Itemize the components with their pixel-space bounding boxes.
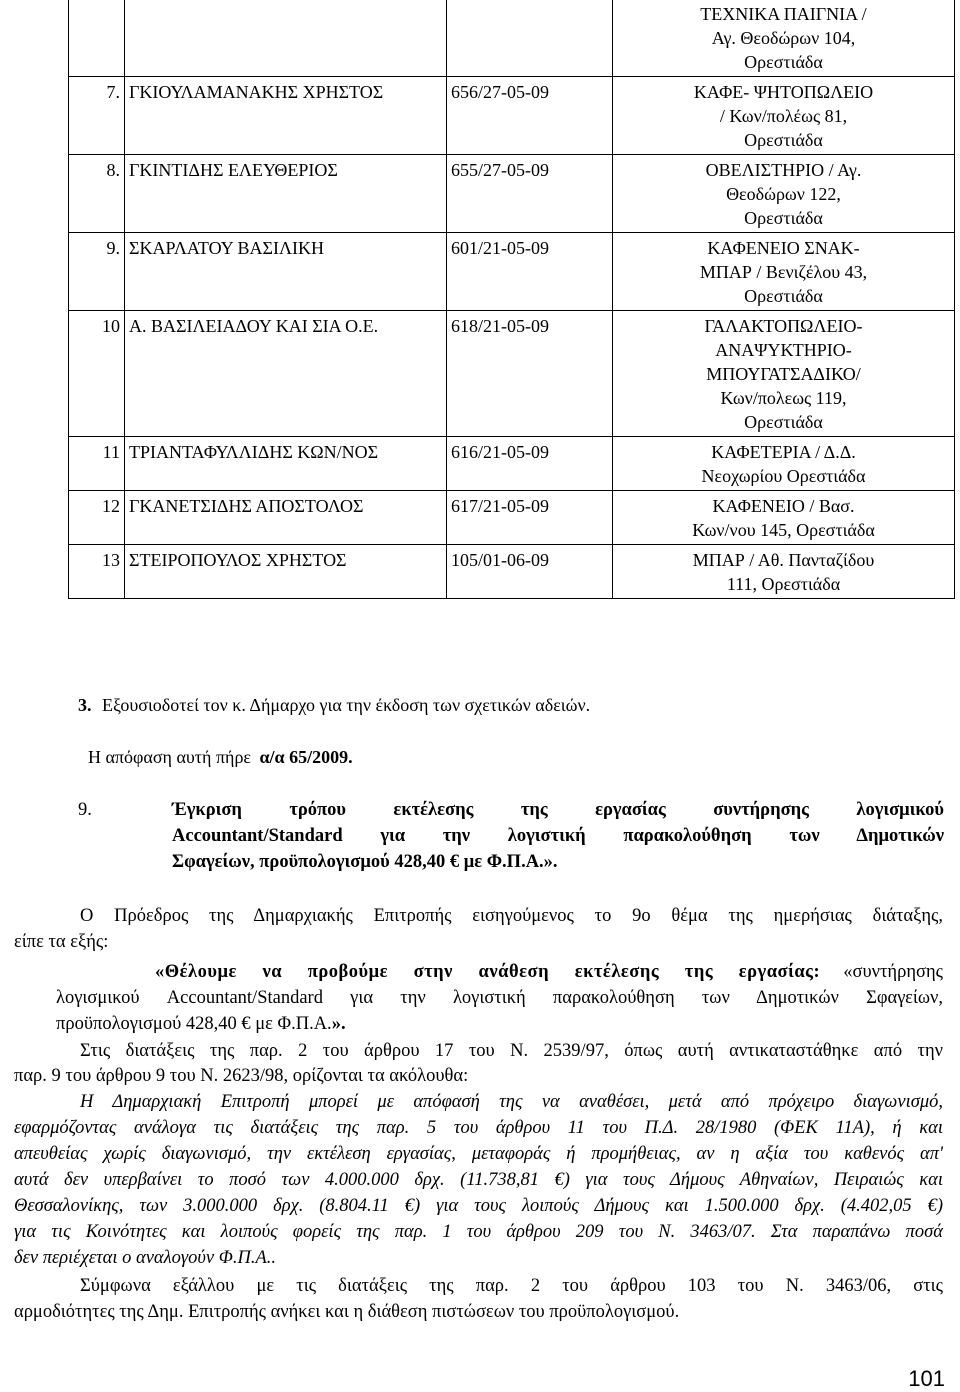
law-quote-line: Θεσσαλονίκης, των 3.000.000 δρχ. (8.804.11 €) για τους λοιπούς Δήμους και 1.500.000 δρχ. (4.402,05 €)	[14, 1196, 943, 1216]
law-quote-line: για τις Κοινότητες και λοιπούς φορείς της παρ. 1 του άρθρου 209 του Ν. 3463/07. Στα παραπάνω ποσά	[14, 1222, 943, 1242]
permit-reference: 105/01-06-09	[447, 545, 613, 599]
address-line: Ορεστιάδα	[744, 412, 823, 432]
law-quote-line: απευθείας χωρίς διαγωνισμό, την εκτέλεση εργασίας, μεταφοράς ή προμήθειας, αν η αξία του καθενός απ'	[14, 1144, 943, 1164]
table-row	[69, 155, 955, 233]
permit-reference: 616/21-05-09	[447, 437, 613, 491]
intro-line-2: είπε τα εξής:	[14, 932, 109, 952]
table-row	[69, 437, 955, 491]
row-number: 10	[69, 311, 125, 437]
permit-reference: 618/21-05-09	[447, 311, 613, 437]
permits-table	[68, 0, 955, 599]
address-line: ΤΕΧΝΙΚΑ ΠΑΙΓΝΙΑ /	[700, 4, 867, 24]
section-9-number: 9.	[78, 800, 92, 820]
law-ref-line-2: παρ. 9 του άρθρου 9 του Ν. 2623/98, ορίζονται τα ακόλουθα:	[14, 1066, 469, 1086]
address-line: Κων/πολεως 119,	[720, 388, 847, 408]
quote-line-2: λογισμικού Accountant/Standard για την λογιστική παρακολούθηση των Δημοτικών Σφαγείων,	[56, 988, 943, 1008]
law-quote-line: δεν περιέχεται ο αναλογούν Φ.Π.Α..	[14, 1248, 276, 1268]
law-quote-line: αυτά δεν υπερβαίνει το ποσό των 4.000.000 δρχ. (11.738,81 €) για τους Δήμους Αθηναίων, Πειραιώς και	[14, 1170, 943, 1190]
row-number: 7.	[69, 77, 125, 155]
business-address	[613, 155, 955, 233]
quote-line-1	[155, 959, 943, 985]
address-line: / Κων/πολέως 81,	[719, 106, 848, 126]
address-line: ΚΑΦΕΤΕΡΙΑ / Δ.Δ.	[711, 442, 856, 462]
quote-bold-lead: «Θέλουμε να προβούμε στην ανάθεση εκτέλεσης της εργασίας:	[155, 962, 821, 982]
quote-end: ».	[331, 1014, 346, 1034]
quote-lead-rest: «συντήρησης	[820, 962, 943, 982]
address-line: Ορεστιάδα	[744, 130, 823, 150]
quote-amount: προϋπολογισμού 428,40 € με Φ.Π.Α.	[56, 1014, 332, 1034]
section-9-line-3: Σφαγείων, προϋπολογισμού 428,40 € με Φ.Π.Α.».	[172, 852, 558, 872]
quote-line-3	[56, 1011, 346, 1037]
address-line: ΚΑΦΕΝΕΙΟ ΣΝΑΚ-	[707, 238, 860, 258]
address-line: Κων/νου 145, Ορεστιάδα	[692, 520, 875, 540]
address-line: Ορεστιάδα	[744, 208, 823, 228]
owner-name: ΣΚΑΡΛΑΤΟΥ ΒΑΣΙΛΙΚΗ	[125, 233, 447, 311]
permit-reference: 601/21-05-09	[447, 233, 613, 311]
law-quote-line: εφαρμόζοντας ανάλογα τις διατάξεις της παρ. 5 του άρθρου 11 του Π.Δ. 28/1980 (ΦΕΚ 11Α), ή και	[14, 1118, 943, 1138]
item-3-text: Εξουσιοδοτεί τον κ. Δήμαρχο για την έκδοση των σχετικών αδειών.	[102, 695, 591, 715]
address-line: Ορεστιάδα	[744, 52, 823, 72]
address-line: ΟΒΕΛΙΣΤΗΡΙΟ / Αγ.	[705, 160, 862, 180]
business-address	[613, 545, 955, 599]
permit-reference: 617/21-05-09	[447, 491, 613, 545]
address-line: ΚΑΦΕ- ΨΗΤΟΠΩΛΕΙΟ	[693, 82, 874, 102]
owner-name: ΤΡΙΑΝΤΑΦΥΛΛΙΔΗΣ ΚΩΝ/ΝΟΣ	[125, 437, 447, 491]
permit-reference: 656/27-05-09	[447, 77, 613, 155]
business-address	[613, 437, 955, 491]
section-9-line-1: Έγκριση τρόπου εκτέλεσης της εργασίας συντήρησης λογισμικού	[172, 800, 944, 820]
address-line: Νεοχωρίου Ορεστιάδα	[701, 466, 866, 486]
address-line: ΑΝΑΨΥΚΤΗΡΙΟ-	[715, 340, 852, 360]
decision-prefix: Η απόφαση αυτή πήρε	[88, 747, 251, 767]
address-line: ΜΠΑΡ / Βενιζέλου 43,	[699, 262, 868, 282]
business-address	[613, 77, 955, 155]
business-address	[613, 311, 955, 437]
owner-name: ΓΚΑΝΕΤΣΙΔΗΣ ΑΠΟΣΤΟΛΟΣ	[125, 491, 447, 545]
address-line: Αγ. Θεοδώρων 104,	[711, 28, 856, 48]
address-line: ΓΑΛΑΚΤΟΠΩΛΕΙΟ-	[704, 316, 863, 336]
section-9-heading	[78, 797, 944, 875]
address-line: ΚΑΦΕΝΕΙΟ / Βασ.	[712, 496, 855, 516]
table-row	[69, 77, 955, 155]
item-3-number: 3.	[78, 695, 92, 715]
business-address	[613, 491, 955, 545]
row-number: 13	[69, 545, 125, 599]
table-row	[69, 545, 955, 599]
address-line: ΜΠΟΥΓΑΤΣΑΔΙΚΟ/	[706, 364, 861, 384]
table-row	[69, 0, 955, 77]
table-row	[69, 491, 955, 545]
table-row	[69, 311, 955, 437]
owner-name: ΓΚΙΝΤΙΔΗΣ ΕΛΕΥΘΕΡΙΟΣ	[125, 155, 447, 233]
section-9-line-2: Accountant/Standard για την λογιστική παρακολούθηση των Δημοτικών	[172, 826, 944, 846]
permit-reference	[447, 0, 613, 77]
owner-name: ΓΚΙΟΥΛΑΜΑΝΑΚΗΣ ΧΡΗΣΤΟΣ	[125, 77, 447, 155]
table-row	[69, 233, 955, 311]
decision-line	[88, 747, 353, 768]
business-address	[613, 0, 955, 77]
owner-name: ΣΤΕΙΡΟΠΟΥΛΟΣ ΧΡΗΣΤΟΣ	[125, 545, 447, 599]
row-number: 8.	[69, 155, 125, 233]
item-3	[78, 695, 590, 716]
decision-number: α/α 65/2009.	[259, 747, 353, 767]
closing-line-1: Σύμφωνα εξάλλου με τις διατάξεις της παρ. 2 του άρθρου 103 του Ν. 3463/06, στις	[80, 1276, 943, 1296]
intro-line-1: Ο Πρόεδρος της Δημαρχιακής Επιτροπής εισηγούμενος το 9ο θέμα της ημερήσιας διάταξης,	[80, 906, 943, 926]
closing-line-2: αρμοδιότητες της Δημ. Επιτροπής ανήκει και η διάθεση πιστώσεων του προϋπολογισμού.	[14, 1302, 680, 1322]
address-line: Ορεστιάδα	[744, 286, 823, 306]
law-quote-line: Η Δημαρχιακή Επιτροπή μπορεί με απόφασή της να αναθέσει, μετά από πρόχειρο διαγωνισμό,	[80, 1092, 943, 1112]
law-ref-line-1: Στις διατάξεις της παρ. 2 του άρθρου 17 του Ν. 2539/97, όπως αυτή αντικαταστάθηκε από την	[80, 1041, 943, 1061]
owner-name: Α. ΒΑΣΙΛΕΙΑΔΟΥ ΚΑΙ ΣΙΑ Ο.Ε.	[125, 311, 447, 437]
business-address	[613, 233, 955, 311]
address-line: ΜΠΑΡ / Αθ. Πανταζίδου	[692, 550, 875, 570]
row-number: 12	[69, 491, 125, 545]
page-number: 101	[908, 1366, 945, 1391]
owner-name	[125, 0, 447, 77]
address-line: Θεοδώρων 122,	[726, 184, 841, 204]
row-number: 11	[69, 437, 125, 491]
address-line: 111, Ορεστιάδα	[726, 574, 841, 594]
row-number	[69, 0, 125, 77]
permit-reference: 655/27-05-09	[447, 155, 613, 233]
row-number: 9.	[69, 233, 125, 311]
